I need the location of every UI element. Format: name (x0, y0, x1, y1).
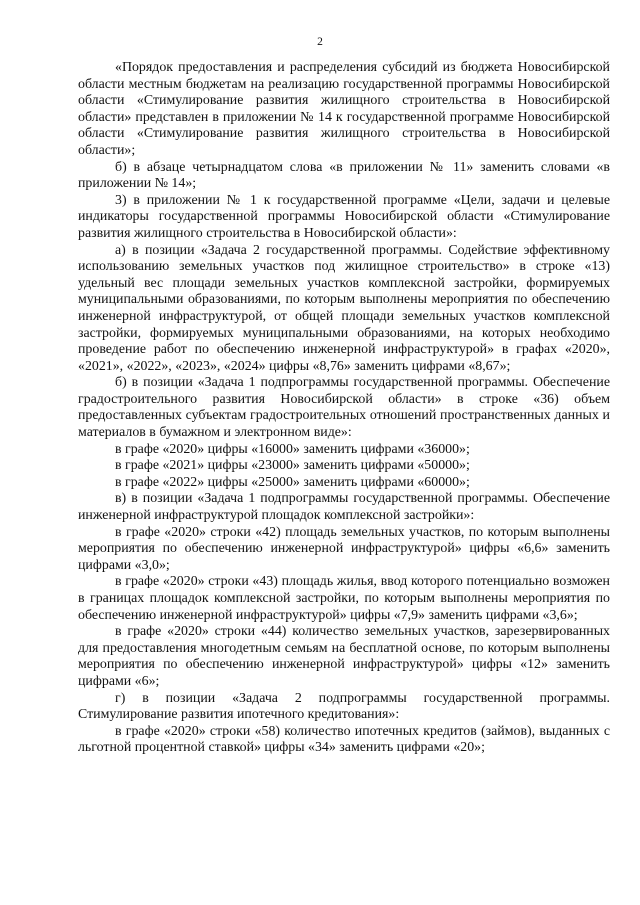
paragraph-item-3-appendix-1: 3) в приложении № 1 к государственной программе «Цели, задачи и целевые индикаторы государственной программы Новосибирской области «Стимулирование развития жилищного строительства в Новосибирской области»: (78, 192, 610, 241)
paragraph-subsidy-procedure: «Порядок предоставления и распределения субсидий из бюджета Новосибирской области местным бюджетам на реализацию государственной программы Новосибирской области «Стимулирование развития жилищного строительства в Новосибирской области» представлен в приложении № 14 к государственной программе Новосибирской области «Стимулирование развития жилищного строительства в Новосибирской области»; (78, 60, 610, 158)
paragraph-row-43: в графе «2020» строки «43) площадь жилья, ввод которого потенциально возможен в границах площадок комплексной застройки, по которым выполнены мероприятия по обеспечению инженерной инфраструктурой» цифры «7,9» заменить цифрами «3,6»; (78, 574, 610, 623)
paragraph-item-a-task-2: а) в позиции «Задача 2 государственной программы. Содействие эффективному использованию земельных участков под жилищное строительство» в строке «13) удельный вес площади земельных участков комплексной застройки, формируемых муниципальными образованиями, по которым выполнены мероприятия по обеспечению инженерной инфраструктурой, от общей площади земельных участков комплексной застройки, формируемых муниципальными образованиями, на которых необходимо проведение работ по обеспечению инженерной инфраструктурой» в графах «2020», «2021», «2022», «2023», «2024» цифры «8,76» заменить цифрами «8,67»; (78, 242, 610, 374)
paragraph-column-2021: в графе «2021» цифры «23000» заменить цифрами «50000»; (115, 458, 470, 474)
paragraph-column-2020: в графе «2020» цифры «16000» заменить цифрами «36000»; (115, 441, 470, 457)
paragraph-item-g-task-2: г) в позиции «Задача 2 подпрограммы государственной программы. Стимулирование развития ипотечного кредитования»: (78, 690, 610, 723)
paragraph-column-2022: в графе «2022» цифры «25000» заменить цифрами «60000»; (115, 474, 470, 490)
paragraph-item-b-fourteenth: б) в абзаце четырнадцатом слова «в приложении № 11» заменить словами «в приложении № 14»; (78, 159, 610, 192)
paragraph-row-44: в графе «2020» строки «44) количество земельных участков, зарезервированных для предоставления многодетным семьям на бесплатной основе, по которым выполнены мероприятия по обеспечению инженерной инфраструктурой» цифры «12» заменить цифрами «6»; (78, 624, 610, 689)
paragraph-item-b-task-1: б) в позиции «Задача 1 подпрограммы государственной программы. Обеспечение градостроительного развития Новосибирской области» в строке «36) объем предоставленных субъектам градостроительных отношений пространственных данных и материалов в бумажном и электронном виде»: (78, 375, 610, 441)
document-body (78, 60, 610, 757)
paragraph-row-42: в графе «2020» строки «42) площадь земельных участков, по которым выполнены мероприятия по обеспечению инженерной инфраструктурой» цифры «6,6» заменить цифрами «3,0»; (78, 524, 610, 573)
paragraph-row-58: в графе «2020» строки «58) количество ипотечных кредитов (займов), выданных с льготной процентной ставкой» цифры «34» заменить цифрами «20»; (78, 723, 610, 756)
paragraph-item-v-task-1: в) в позиции «Задача 1 подпрограммы государственной программы. Обеспечение инженерной инфраструктурой площадок комплексной застройки»: (78, 491, 610, 524)
page-number: 2 (317, 36, 323, 48)
